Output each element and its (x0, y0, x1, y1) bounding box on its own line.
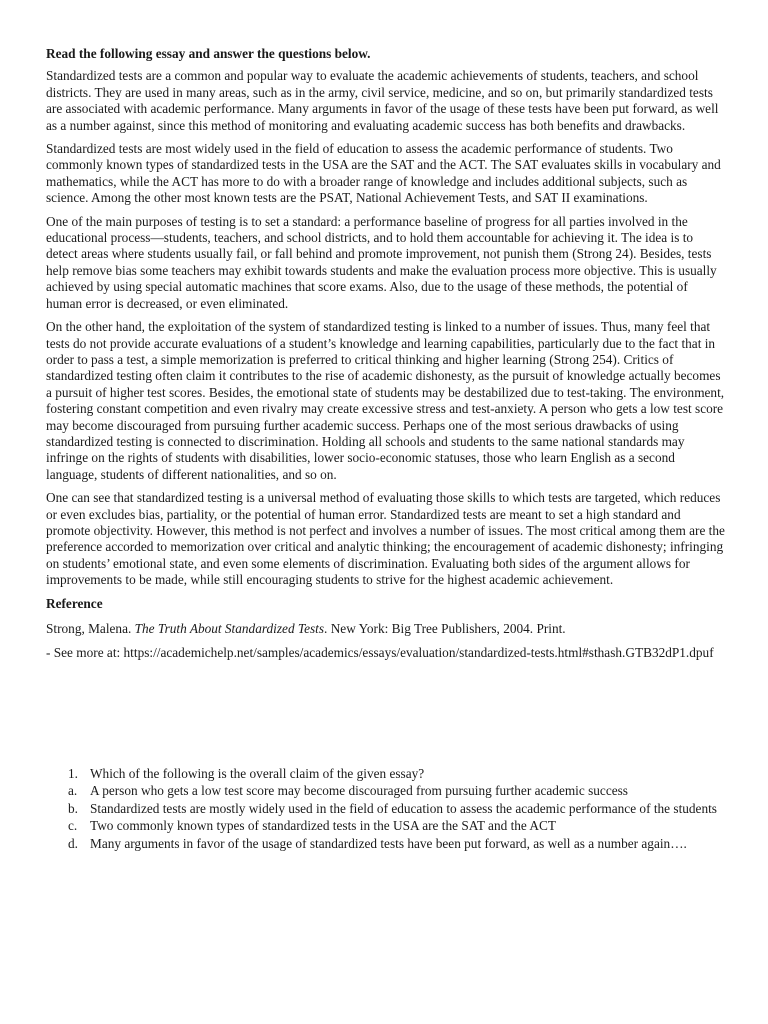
reference-entry (46, 621, 726, 637)
option-text: Two commonly known types of standardized tests in the USA are the SAT and the ACT (90, 818, 556, 834)
option-letter: c. (68, 818, 78, 834)
essay-paragraph-4: On the other hand, the exploitation of the system of standardized testing is linked to a number of issues. Thus, many feel that tests do not provide accurate evaluations of a student’s knowledge and learning capabilities, particularly due to the fact that in order to pass a test, a simple memorization is preferred to critical thinking and higher learning (Strong 254). Critics of standardized testing often claim it contributes to the rise of academic dishonesty, as the pursuit of knowledge actually becomes a pursuit of higher test scores. Besides, the emotional state of students may be destabilized due to test-taking. The environment, fostering constant competition and even rivalry may create excessive stress and test-anxiety. A person who gets a low test score may become discouraged from pursuing further academic success. Perhaps one of the most serious drawbacks of using standardized testing is connected to discrimination. Holding all schools and students to the same national standards may infringe on the rights of students with disabilities, lower socio-economic statuses, those who learn English as a second language, students of different nationalities, and so on. (46, 319, 725, 482)
instructions-heading: Read the following essay and answer the questions below. (46, 46, 371, 61)
essay-paragraph-3: One of the main purposes of testing is to set a standard: a performance baseline of progress for all parties involved in the educational process—students, teachers, and school districts, and to hold them accountable for achieving it. The idea is to detect areas where students usually fail, or fall behind and promote improvement, not punish them (Strong 24). Besides, tests help remove bias some teachers may exhibit towards students and make the evaluation process more objective. This is usually achieved by using special automatic machines that score exams. Also, due to the usage of these methods, the potential of human error is decreased, or even eliminated. (46, 213, 717, 311)
essay-paragraph-5: One can see that standardized testing is a universal method of evaluating those skills to which tests are targeted, which reduces or even excludes bias, partiality, or the potential of human error. Standardized tests are meant to set a high standard and promote objectivity. However, this method is not perfect and involves a number of issues. The most critical among them are the preference accorded to memorization over critical and analytic thinking; the encouragement of academic dishonesty; infringing on students’ emotional state, and even some elements of discrimination. Evaluating both sides of the argument allows for improvements to be made, while still encouraging students to strive for the highest academic achievement. (46, 490, 725, 588)
question-text: Which of the following is the overall claim of the given essay? (90, 766, 425, 781)
answer-option-d[interactable] (46, 836, 726, 852)
option-letter: d. (68, 835, 78, 851)
option-letter: b. (68, 800, 78, 816)
question-block (46, 766, 726, 853)
answer-option-b[interactable] (46, 801, 726, 817)
option-text: Many arguments in favor of the usage of standardized tests have been put forward, as well as a number again…. (90, 835, 687, 851)
reference-book-title: The Truth About Standardized Tests (134, 621, 325, 636)
reference-title: Reference (46, 595, 103, 611)
essay-paragraph-2: Standardized tests are most widely used in the field of education to assess the academic performance of students. Two commonly known types of standardized tests in the USA are the SAT and the ACT. The SAT evaluates skills in vocabulary and mathematics, while the ACT has more to do with a broader range of knowledge and includes additional subjects, such as science. Among the other most known tests are the PSAT, National Achievement Tests, and SAT II examinations. (46, 141, 721, 206)
answer-option-a[interactable] (46, 783, 726, 799)
essay-page (46, 46, 726, 662)
answer-option-c[interactable] (46, 818, 726, 834)
question-number: 1. (68, 766, 78, 781)
question-stem (46, 766, 726, 782)
option-text: Standardized tests are mostly widely used in the field of education to assess the academic performance of the students (90, 800, 717, 816)
essay-paragraph-1: Standardized tests are a common and popular way to evaluate the academic achievements of students, teachers, and school districts. They are used in many areas, such as in the army, civil service, medicine, and so on, but primarily standardized tests are associated with academic performance. Many arguments in favor of the usage of these tests have been put forward, as well as a number against, since this method of monitoring and evaluating academic success has both benefits and drawbacks. (46, 68, 719, 133)
see-more-link[interactable]: - See more at: https://academichelp.net/samples/academics/essays/evaluation/standardized-tests.html#sthash.GTB32dP1.dpuf (46, 645, 714, 661)
reference-publisher: . New York: Big Tree Publishers, 2004. Print. (324, 621, 566, 636)
option-letter: a. (68, 783, 78, 799)
reference-author: Strong, Malena. (46, 621, 135, 636)
option-text: A person who gets a low test score may become discouraged from pursuing further academic success (90, 783, 628, 799)
